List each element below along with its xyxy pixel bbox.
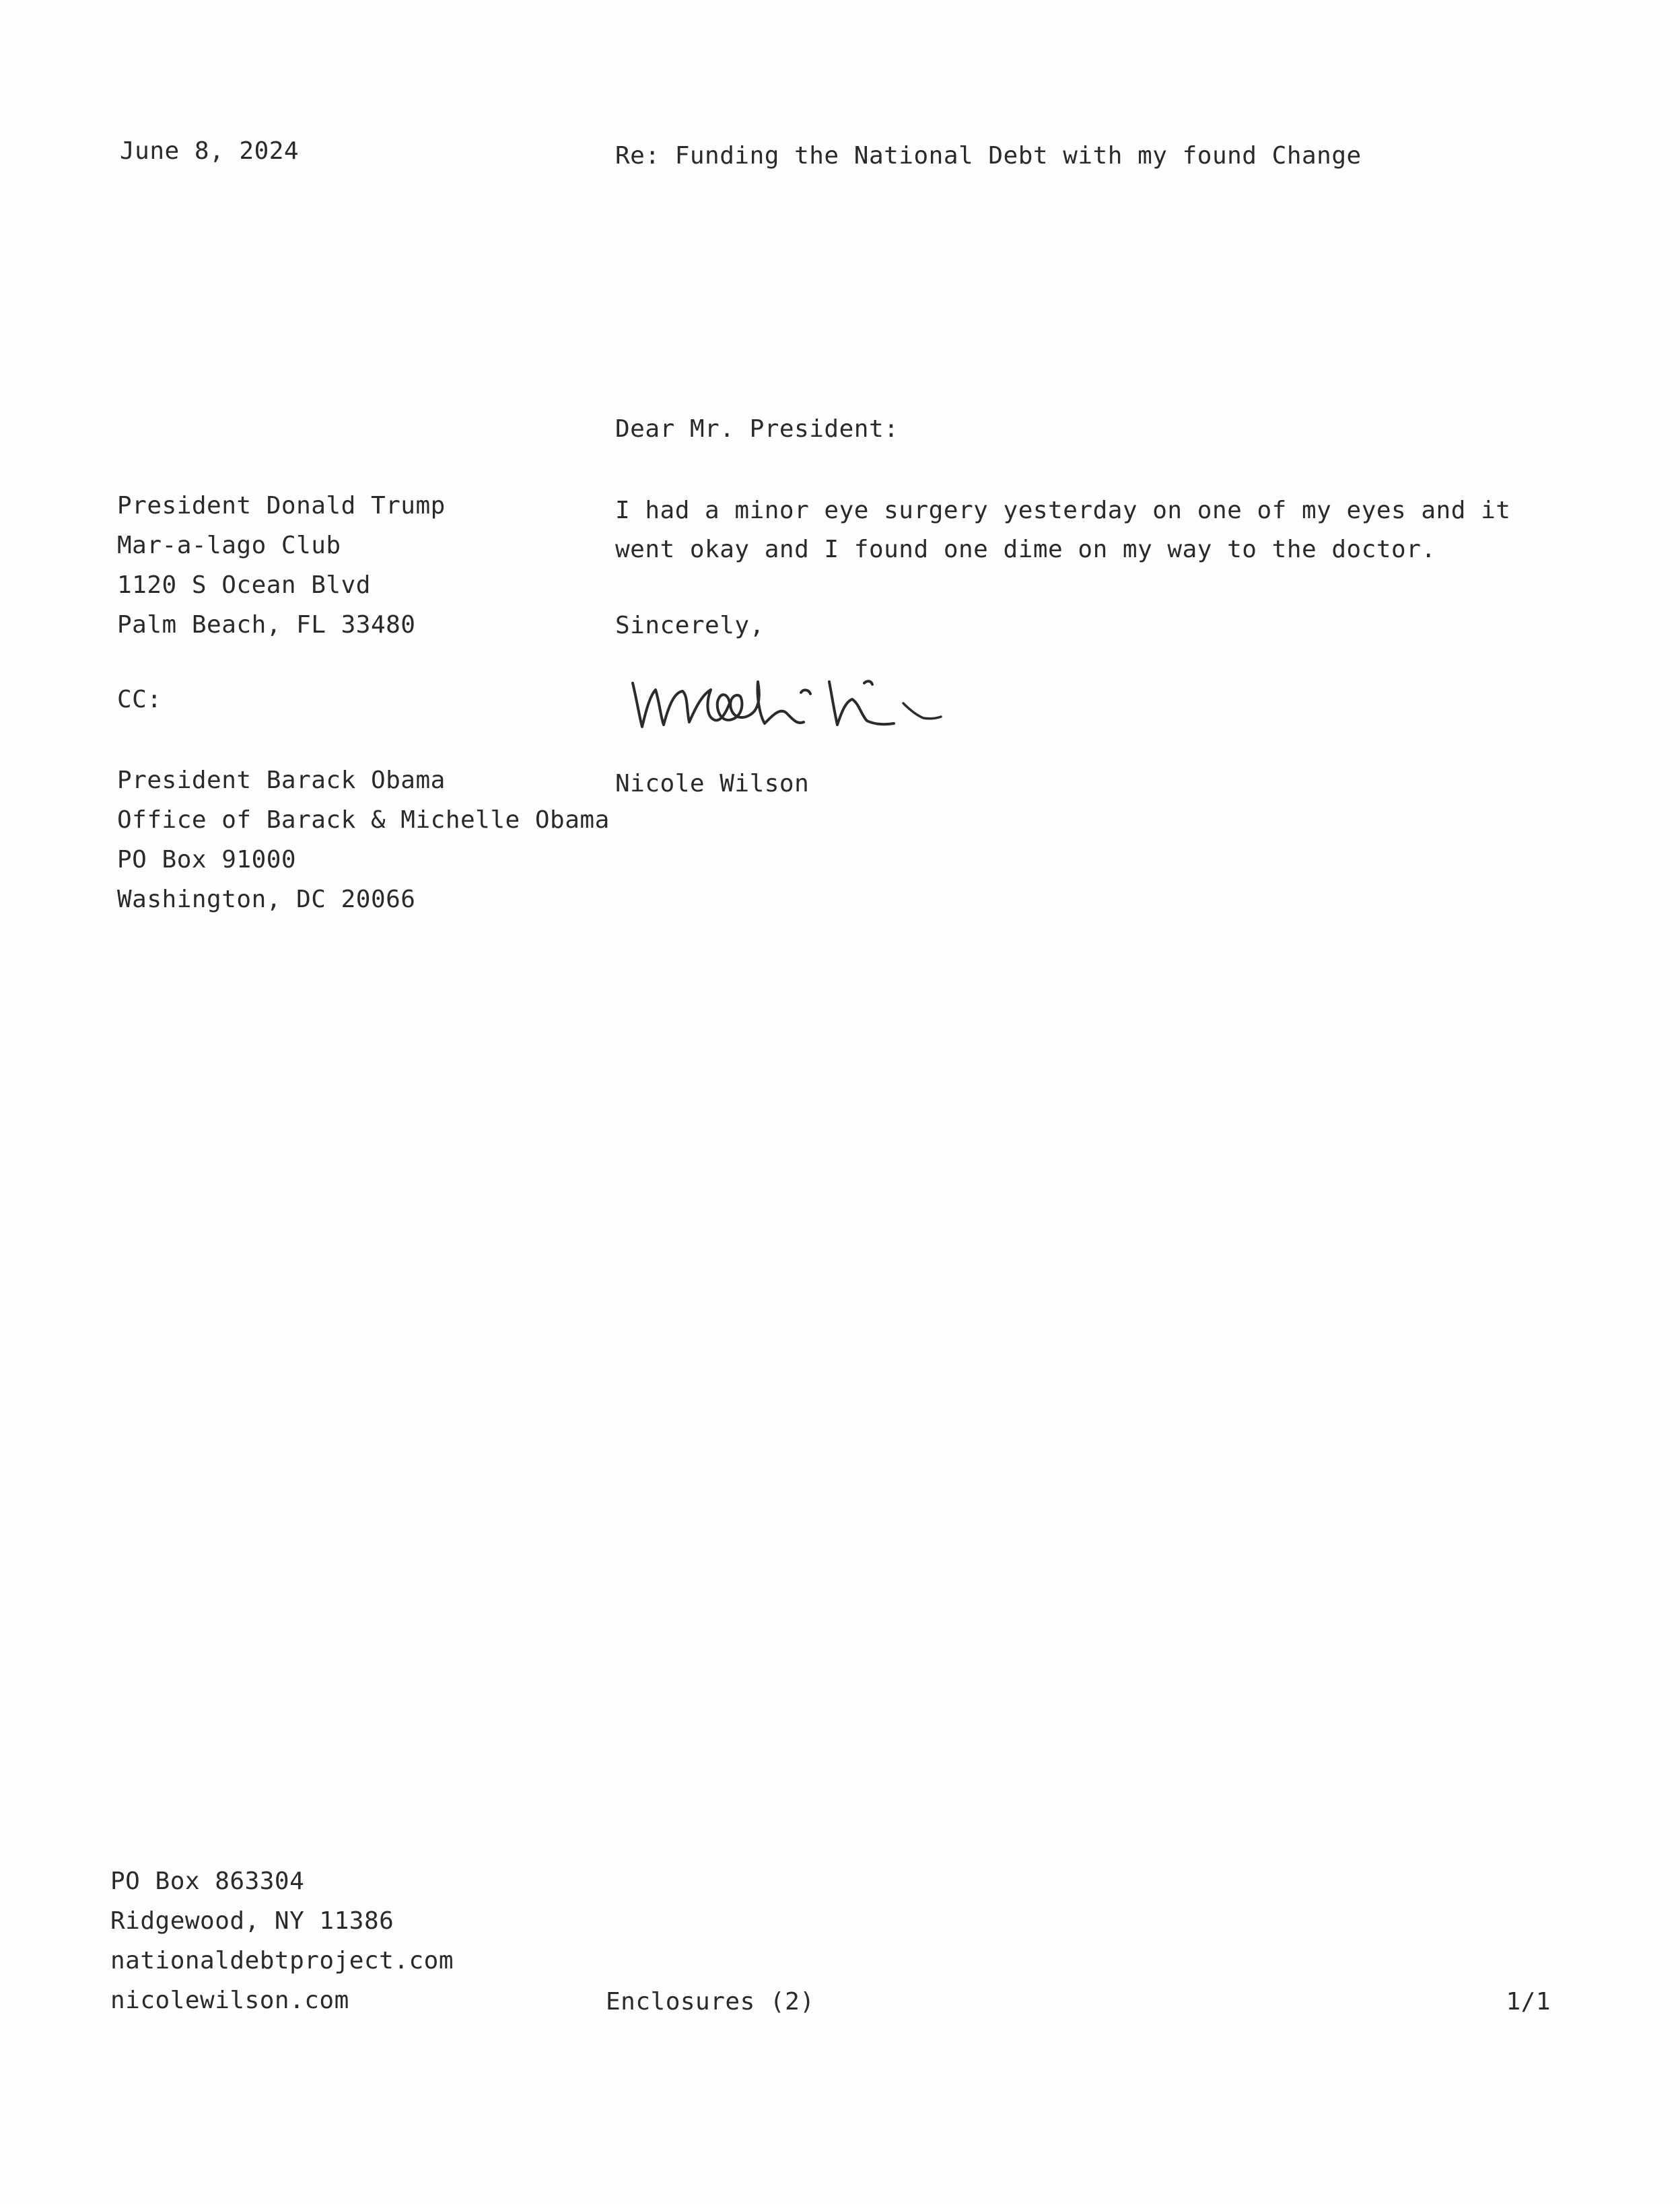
enclosures-note: Enclosures (2) bbox=[606, 1988, 815, 2016]
sender-line: PO Box 863304 bbox=[110, 1868, 305, 1895]
sender-address bbox=[110, 1861, 454, 2020]
letter-body: I had a minor eye surgery yesterday on one of my eyes and it went okay and I found one dime on my way to the doctor. bbox=[615, 497, 1511, 563]
cc-line: PO Box 91000 bbox=[117, 846, 297, 874]
closing: Sincerely, bbox=[615, 612, 765, 639]
cc-line: President Barack Obama bbox=[117, 767, 446, 794]
letter-date: June 8, 2024 bbox=[120, 137, 300, 165]
cc-label: CC: bbox=[117, 686, 162, 713]
recipient-line: 1120 S Ocean Blvd bbox=[117, 571, 371, 599]
cc-line: Office of Barack & Michelle Obama bbox=[117, 806, 610, 834]
page-number: 1/1 bbox=[1506, 1988, 1551, 2016]
letter-subject: Re: Funding the National Debt with my found Change bbox=[615, 142, 1362, 170]
handwritten-signature bbox=[627, 663, 964, 737]
recipient-line: Mar-a-lago Club bbox=[117, 532, 341, 559]
cc-line: Washington, DC 20066 bbox=[117, 886, 416, 913]
recipient-address bbox=[117, 486, 446, 645]
sender-line: nicolewilson.com bbox=[110, 1987, 349, 2014]
salutation: Dear Mr. President: bbox=[615, 415, 899, 443]
recipient-line: President Donald Trump bbox=[117, 492, 446, 520]
signer-name: Nicole Wilson bbox=[615, 770, 810, 797]
recipient-line: Palm Beach, FL 33480 bbox=[117, 611, 416, 639]
sender-line: nationaldebtproject.com bbox=[110, 1947, 454, 1975]
cc-address bbox=[117, 760, 610, 919]
sender-line: Ridgewood, NY 11386 bbox=[110, 1907, 394, 1935]
